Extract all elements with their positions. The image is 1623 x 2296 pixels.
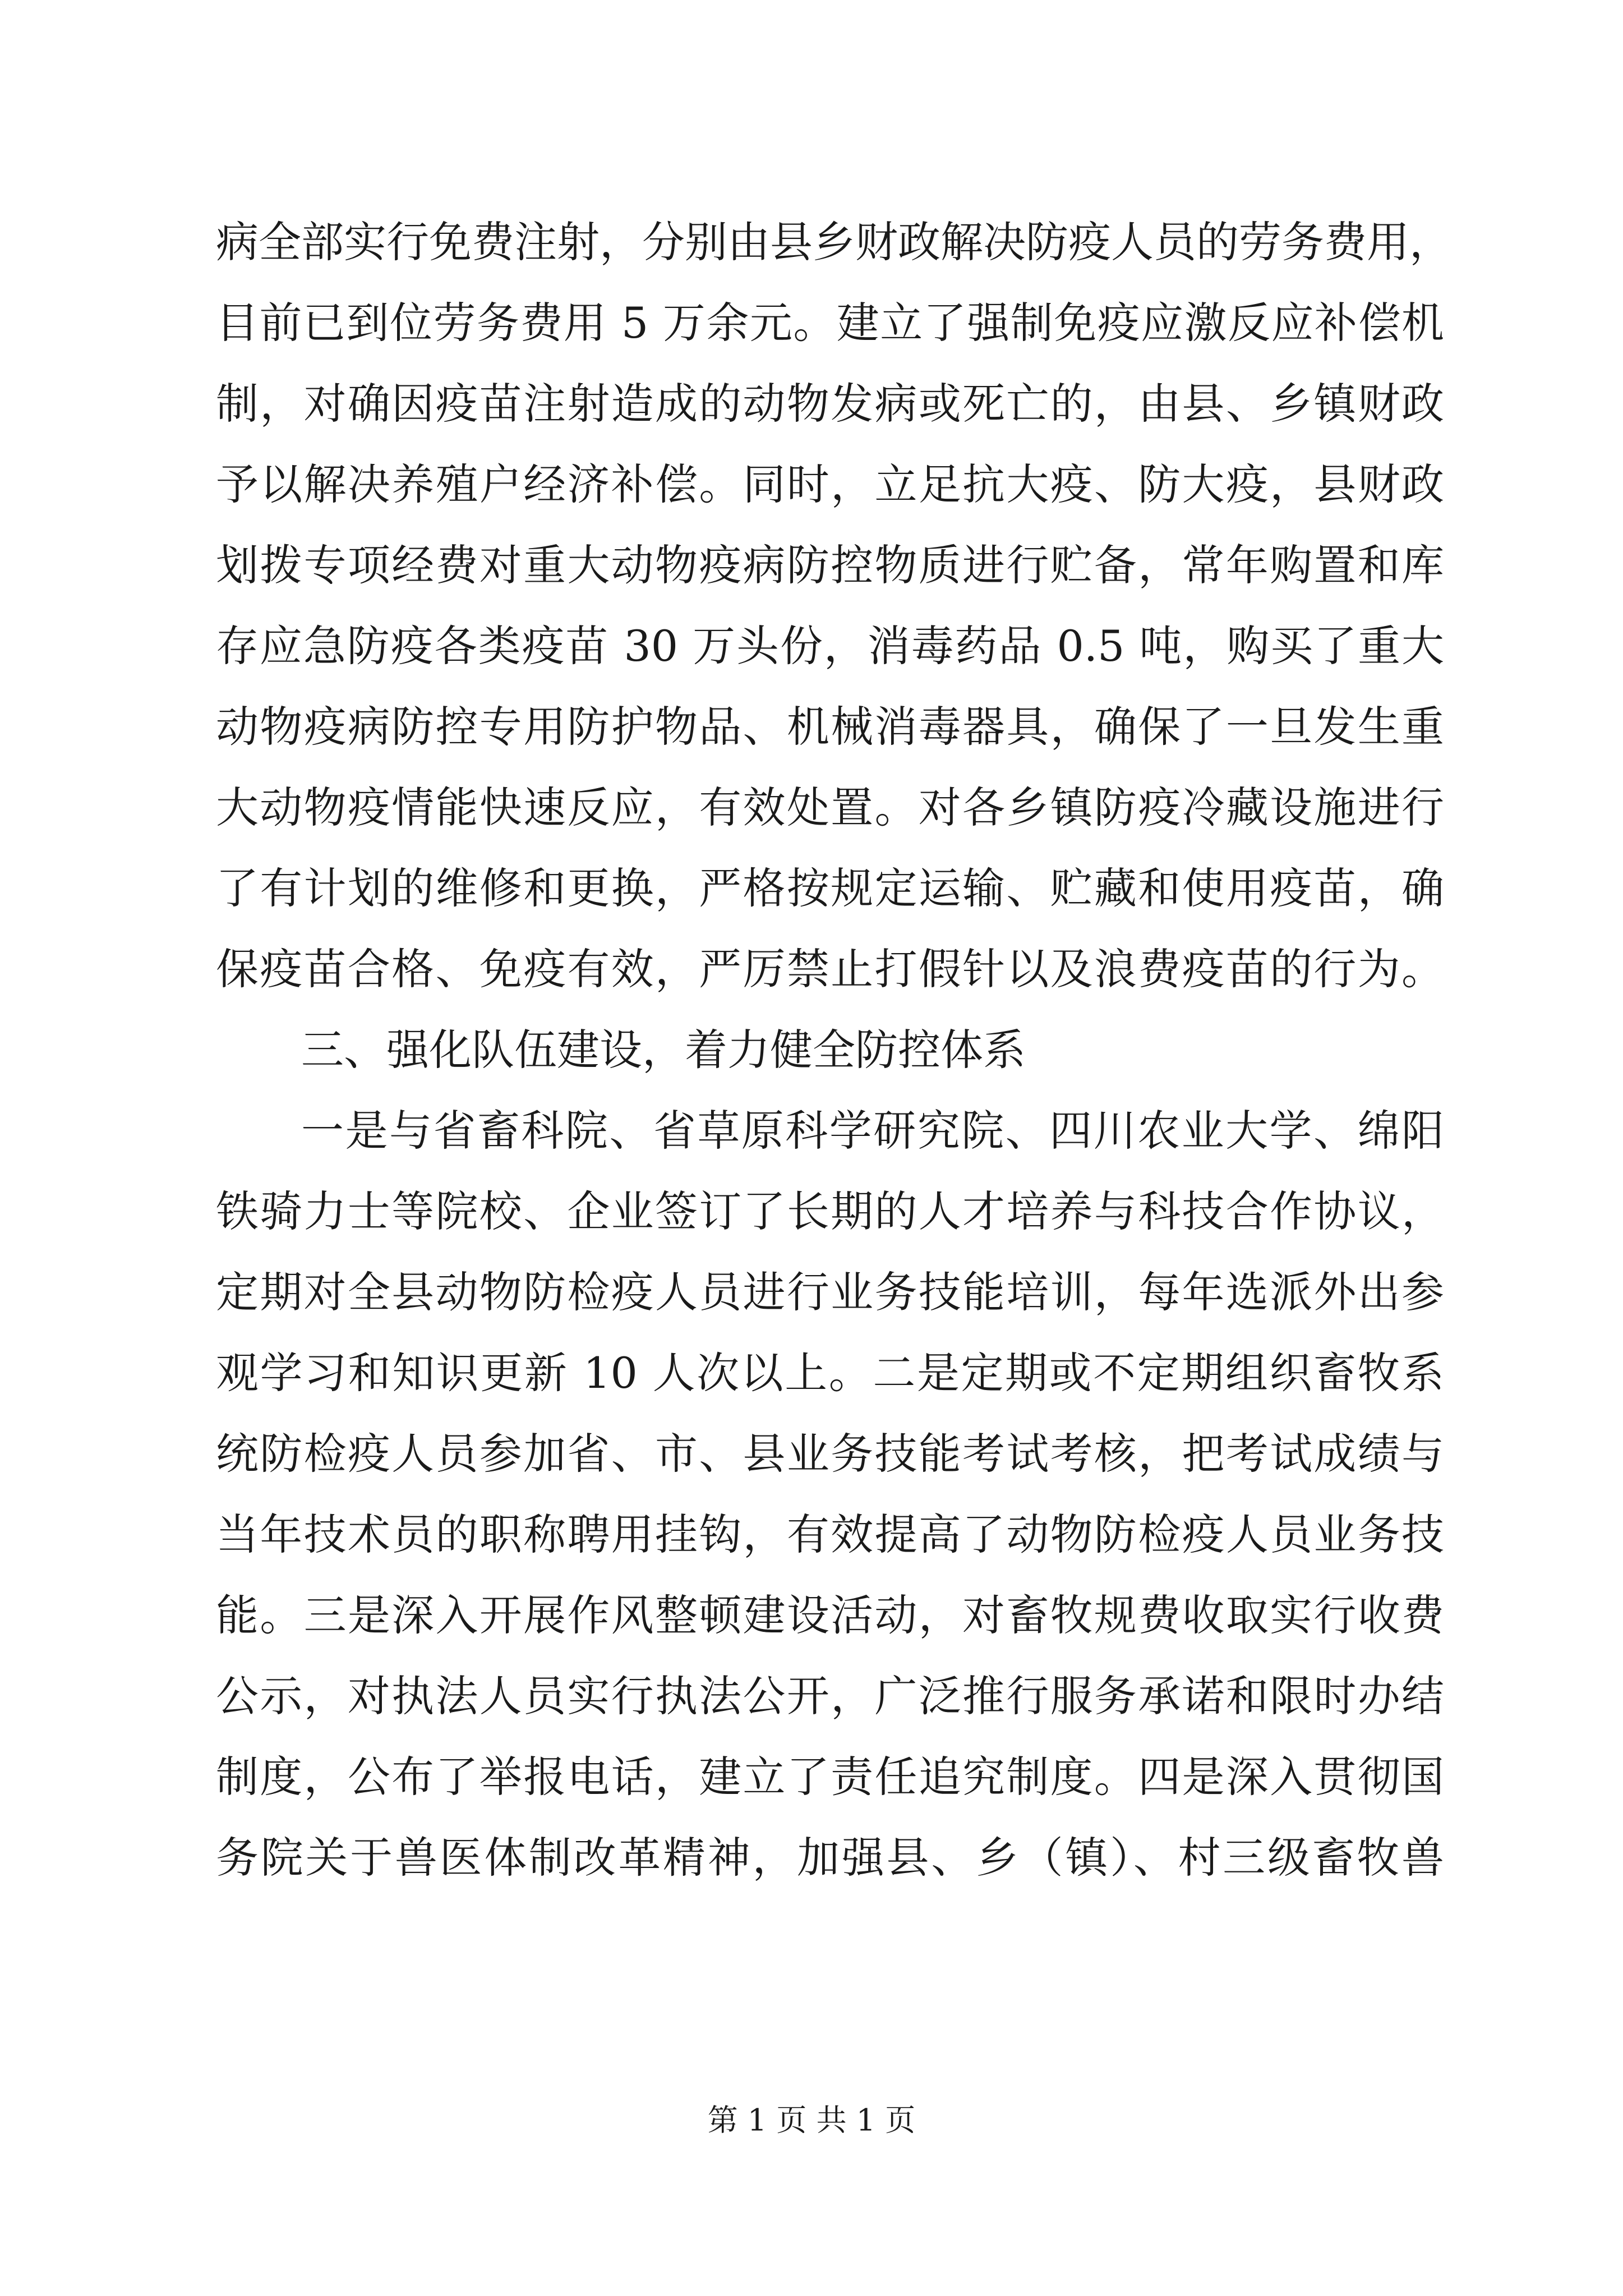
text-line: 大动物疫情能快速反应，有效处置。对各乡镇防疫冷藏设施进行: [216, 783, 1444, 832]
text-line: 制，对确因疫苗注射造成的动物发病或死亡的，由县、乡镇财政: [216, 379, 1444, 429]
text-line: 保疫苗合格、免疫有效，严厉禁止打假针以及浪费疫苗的行为。: [216, 944, 1444, 994]
section-heading: 三、强化队伍建设，着力健全防控体系: [301, 1025, 1026, 1075]
text-line: 公示，对执法人员实行执法公开，广泛推行服务承诺和限时办结: [216, 1671, 1444, 1721]
text-line: 予以解决养殖户经济补偿。同时，立足抗大疫、防大疫，县财政: [216, 459, 1444, 509]
text-line: 能。三是深入开展作风整顿建设活动，对畜牧规费收取实行收费: [216, 1590, 1444, 1640]
text-line: 定期对全县动物防检疫人员进行业务技能培训，每年选派外出参: [216, 1267, 1444, 1317]
page-footer: [0, 2101, 1623, 2140]
page-number-label: 第 1 页 共 1 页: [707, 2102, 916, 2138]
text-line: 存应急防疫各类疫苗 30 万头份，消毒药品 0.5 吨，购买了重大: [216, 621, 1444, 671]
text-line: 当年技术员的职称聘用挂钩，有效提高了动物防检疫人员业务技: [216, 1510, 1444, 1559]
text-line: 统防检疫人员参加省、市、县业务技能考试考核，把考试成绩与: [216, 1429, 1444, 1479]
text-line: 目前已到位劳务费用 5 万余元。建立了强制免疫应激反应补偿机: [216, 298, 1444, 348]
body-text: [216, 202, 1452, 1898]
text-line: 观学习和知识更新 10 人次以上。二是定期或不定期组织畜牧系: [216, 1348, 1444, 1398]
text-line: 一是与省畜科院、省草原科学研究院、四川农业大学、绵阳: [301, 1106, 1444, 1156]
text-line: 病全部实行免费注射，分别由县乡财政解决防疫人员的劳务费用，: [216, 217, 1452, 267]
text-line: 了有计划的维修和更换，严格按规定运输、贮藏和使用疫苗，确: [216, 863, 1444, 913]
text-line: 动物疫病防控专用防护物品、机械消毒器具，确保了一旦发生重: [216, 702, 1444, 752]
text-line: 务院关于兽医体制改革精神，加强县、乡（镇）、村三级畜牧兽: [216, 1833, 1444, 1883]
text-line: 制度，公布了举报电话，建立了责任追究制度。四是深入贯彻国: [216, 1752, 1444, 1802]
text-line: 铁骑力士等院校、企业签订了长期的人才培养与科技合作协议，: [216, 1186, 1444, 1236]
text-line: 划拨专项经费对重大动物疫病防控物质进行贮备，常年购置和库: [216, 540, 1444, 590]
